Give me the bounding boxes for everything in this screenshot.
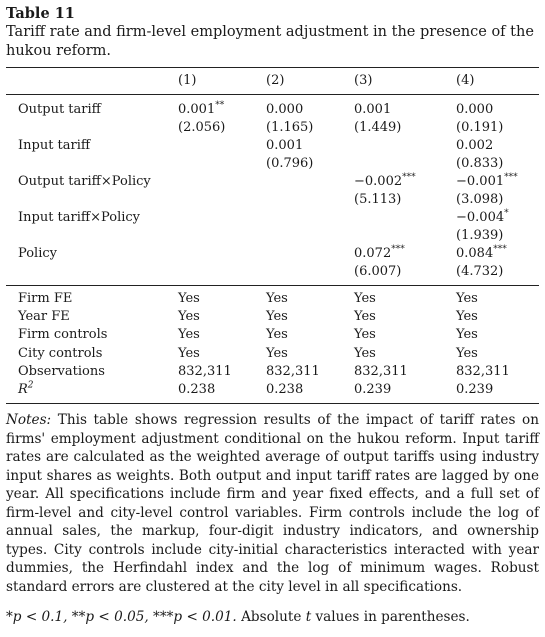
- t-value-cell: (2.056): [178, 120, 226, 135]
- coefficient-cell: −0.001***: [456, 172, 518, 189]
- coefficient-cell: 0.000: [266, 102, 304, 117]
- t-value-cell: (1.165): [266, 120, 314, 135]
- top-rule: [6, 67, 539, 68]
- control-cell: Yes: [456, 345, 478, 361]
- table-number: Table 11: [6, 5, 75, 22]
- control-cell: 0.238: [178, 382, 216, 397]
- coefficient-cell: 0.000: [456, 102, 494, 117]
- control-cell: 832,311: [354, 363, 408, 379]
- row-label: Policy: [18, 246, 57, 261]
- column-header: (4): [456, 73, 475, 88]
- t-value-cell: (0.191): [456, 120, 504, 135]
- control-row-label: City controls: [18, 345, 103, 361]
- control-cell: Yes: [456, 309, 478, 325]
- notes-label: Notes:: [6, 412, 52, 428]
- control-cell: 0.239: [354, 382, 392, 397]
- t-value-cell: (0.833): [456, 156, 504, 171]
- column-header: (1): [178, 73, 197, 88]
- significance-footnote: [6, 608, 470, 627]
- coefficient-cell: 0.001**: [178, 100, 225, 117]
- column-header: (2): [266, 73, 285, 88]
- t-value-cell: (1.939): [456, 228, 504, 243]
- t-value-cell: (3.098): [456, 192, 504, 207]
- t-value-cell: (4.732): [456, 264, 504, 279]
- control-cell: Yes: [266, 345, 288, 361]
- control-cell: Yes: [266, 309, 288, 325]
- t-value-cell: (6.007): [354, 264, 402, 279]
- table-notes: [6, 411, 539, 596]
- row-label: Input tariff×Policy: [18, 210, 141, 225]
- row-label: Output tariff: [18, 102, 101, 117]
- control-row-label: $R^2$: [18, 380, 34, 397]
- t-value-cell: (5.113): [354, 192, 402, 207]
- control-cell: Yes: [266, 291, 288, 306]
- table-caption: [6, 4, 539, 61]
- control-cell: 832,311: [178, 363, 232, 379]
- control-row-label: Observations: [18, 363, 105, 379]
- coefficient-cell: 0.084***: [456, 244, 507, 261]
- control-cell: Yes: [354, 291, 376, 306]
- t-value-cell: (0.796): [266, 156, 314, 171]
- control-cell: Yes: [178, 327, 200, 343]
- control-cell: Yes: [178, 309, 200, 325]
- control-row-label: Firm FE: [18, 291, 73, 306]
- control-cell: 832,311: [456, 363, 510, 379]
- column-header: (3): [354, 73, 373, 88]
- control-cell: 0.238: [266, 382, 304, 397]
- control-cell: 832,311: [266, 363, 320, 379]
- coefficient-cell: −0.004*: [456, 208, 509, 225]
- coefficient-cell: 0.001: [354, 102, 392, 117]
- control-cell: Yes: [354, 345, 376, 361]
- t-value-cell: (1.449): [354, 120, 402, 135]
- control-cell: Yes: [354, 309, 376, 325]
- control-cell: Yes: [456, 327, 478, 343]
- coefficient-cell: 0.072***: [354, 244, 405, 261]
- notes-text: This table shows regression results of the impact of tariff rates on firms' employment adjustment conditional on the hukou reform. Input tariff rates are calculated as the weighted average of output tariffs using industry input shares as weights. Both output and input tariff rates are lagged by one year. All specifications include firm and year fixed effects, and a full set of firm-level and city-level control variables. Firm controls include the log of annual sales, the markup, four-digit industry indicators, and ownership types. City controls include city-initial characteristics interacted with year dummies, the Herfindahl index and the log of minimum wages. Robust standard errors are clustered at the city level in all specifications.: [6, 412, 539, 595]
- row-label: Input tariff: [18, 138, 91, 153]
- coefficient-cell: 0.001: [266, 138, 304, 153]
- row-label: Output tariff×Policy: [18, 174, 151, 189]
- coefficient-cell: 0.002: [456, 138, 494, 153]
- coefficient-cell: −0.002***: [354, 172, 416, 189]
- control-cell: 0.239: [456, 382, 494, 397]
- control-cell: Yes: [178, 291, 200, 306]
- header-rule: [6, 94, 539, 95]
- control-row-label: Year FE: [18, 309, 70, 325]
- significance-note: Absolute t values in parentheses.: [241, 609, 470, 625]
- control-cell: Yes: [178, 345, 200, 361]
- control-cell: Yes: [456, 291, 478, 306]
- mid-rule: [6, 285, 539, 286]
- control-row-label: Firm controls: [18, 327, 108, 343]
- control-cell: Yes: [354, 327, 376, 343]
- control-cell: Yes: [266, 327, 288, 343]
- table-title: Tariff rate and firm-level employment adjustment in the presence of the hukou reform.: [6, 24, 534, 59]
- significance-levels: *p < 0.1, **p < 0.05, ***p < 0.01.: [6, 609, 237, 625]
- bottom-rule: [6, 403, 539, 404]
